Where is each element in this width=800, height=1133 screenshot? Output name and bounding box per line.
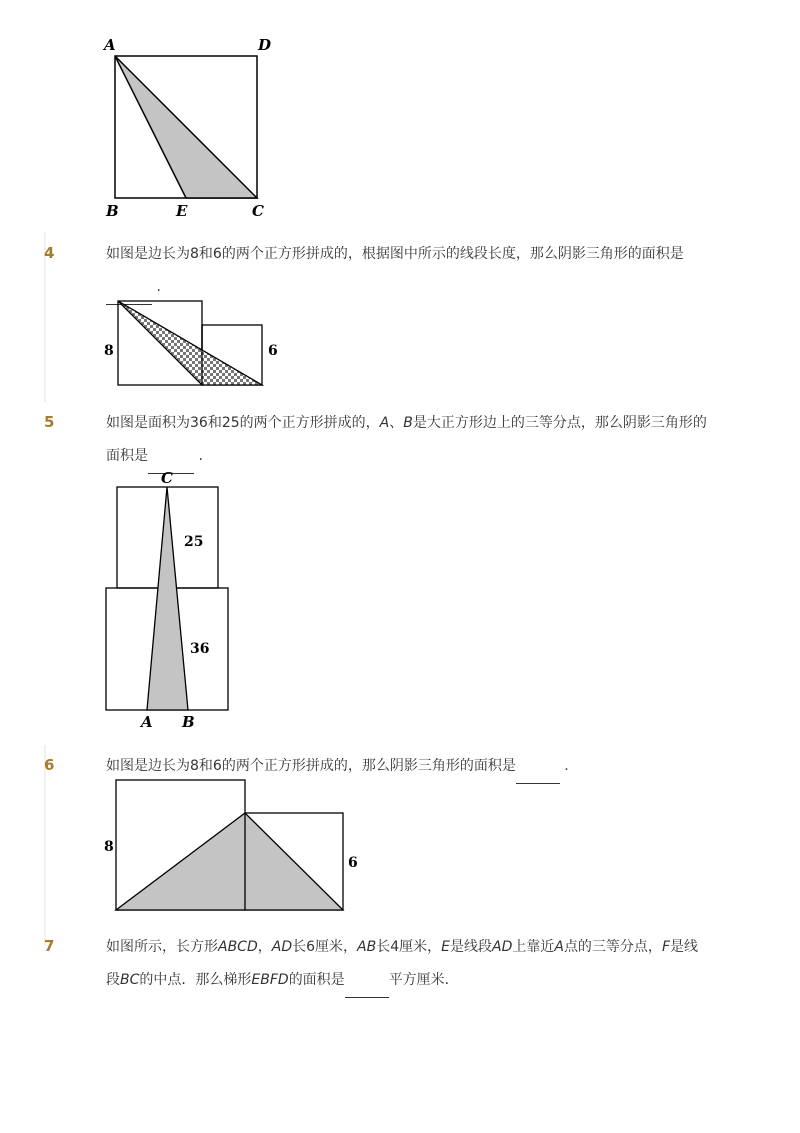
label-a: A [141, 713, 153, 731]
shaded-triangle [147, 487, 188, 710]
figure-two-squares-q6 [0, 775, 800, 920]
question-text: 如图是边长为8和6的两个正方形拼成的，根据图中所示的线段长度，那么阴影三角形的面积是 [106, 246, 684, 262]
label-b: B [106, 202, 119, 220]
label-d: D [258, 36, 272, 54]
label-a: A [104, 36, 116, 54]
figure-stacked-squares-q5 [0, 465, 800, 735]
shaded-triangle [116, 813, 343, 910]
label-c: C [161, 469, 173, 487]
question-number: 4 [44, 244, 55, 262]
question-text-line2: 段BC的中点．那么梯形EBFD的面积是 平方厘米． [106, 963, 459, 998]
label-c: C [252, 202, 264, 220]
side-label-6: 6 [268, 343, 278, 359]
question-text: 如图是边长为8和6的两个正方形拼成的，那么阴影三角形的面积是 . [106, 749, 569, 784]
side-label-8: 8 [104, 343, 114, 359]
checkered-triangle [118, 301, 262, 385]
label-b: B [182, 713, 195, 731]
figure-square-abcd [0, 0, 800, 230]
area-label-25: 25 [184, 534, 204, 550]
side-label-8: 8 [104, 839, 114, 855]
question-text: 如图是面积为36和25的两个正方形拼成的，A、B是大正方形边上的三等分点，那么阴影三角形的 [106, 415, 707, 431]
figure-two-squares-q4 [0, 295, 800, 395]
question-text-line2: 面积是 . [106, 439, 203, 474]
shaded-triangle [115, 56, 257, 198]
label-e: E [176, 202, 188, 220]
question-text: 如图所示，长方形ABCD，AD长6厘米，AB长4厘米，E是线段AD上靠近A点的三等分点，F是线 [106, 939, 698, 955]
side-label-6: 6 [348, 855, 358, 871]
area-label-36: 36 [190, 641, 210, 657]
question-text-line2: . [106, 270, 161, 305]
question-number: 5 [44, 413, 55, 431]
question-number: 6 [44, 756, 55, 774]
question-number: 7 [44, 937, 55, 955]
answer-blank [345, 963, 389, 998]
